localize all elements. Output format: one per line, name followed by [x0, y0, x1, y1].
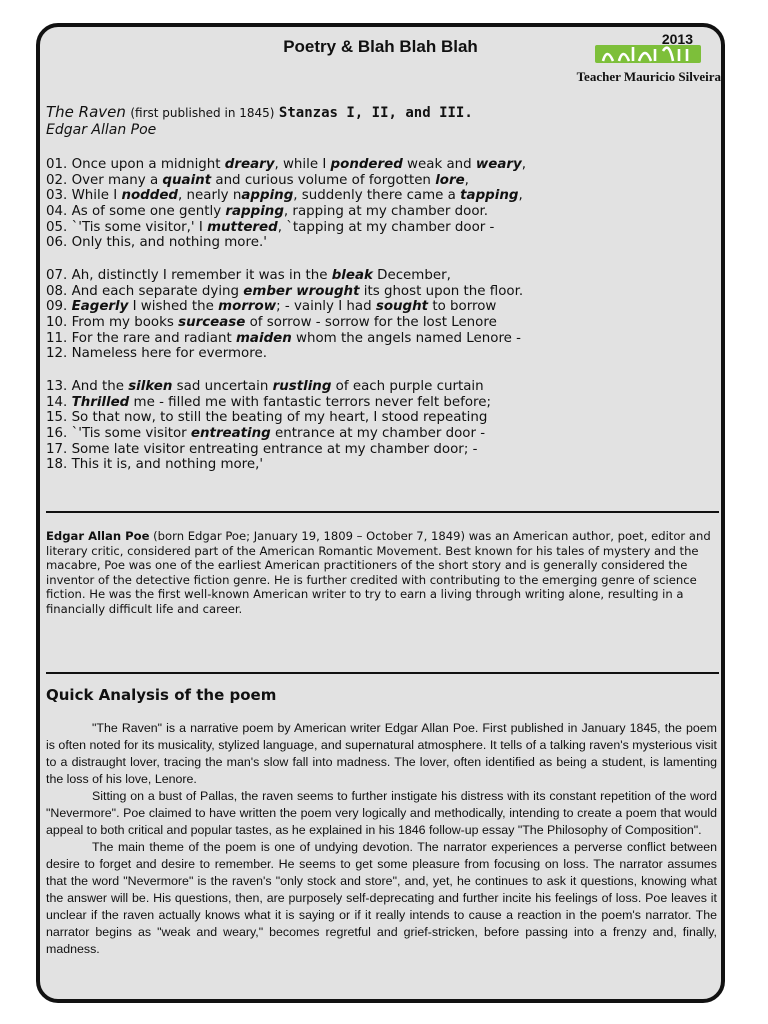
teacher-name: Teacher Mauricio Silveira	[576, 69, 721, 84]
poem-text: Ah, distinctly I remember it was in the	[71, 268, 332, 283]
poem-line-number: 08.	[46, 283, 68, 299]
poem-title: The Raven	[46, 103, 126, 121]
analysis-title: Quick Analysis of the poem	[46, 686, 277, 704]
poem-line-number: 14.	[46, 394, 68, 410]
poem-text: From my books	[71, 315, 179, 331]
poem-text: and curious volume of forgotten	[211, 172, 436, 188]
poem-line-number: 12.	[46, 346, 68, 362]
poem-text: And the	[71, 379, 129, 394]
poem-text: Only this, and nothing more.'	[71, 235, 267, 251]
worksheet-page	[36, 23, 725, 1003]
poem-text: ,	[518, 188, 523, 204]
poem-text: For the rare and radiant	[71, 330, 236, 346]
poem-text: Nameless here for evermore.	[71, 346, 267, 362]
poem-text: This it is, and nothing more,'	[71, 457, 264, 473]
poem-keyword: sought	[375, 299, 429, 315]
poem-text: ; - vainly I had	[276, 299, 376, 315]
poem-text: ,	[521, 157, 527, 172]
poem-text: So that now, to still the beating of my heart, I stood repeating	[71, 410, 488, 426]
poem-line	[46, 457, 491, 473]
page-title: Poetry & Blah Blah Blah	[283, 37, 478, 56]
poem-stanzas-label: Stanzas I, II, and III.	[278, 105, 473, 121]
poem-line-number: 18.	[46, 457, 68, 473]
poem-line-number: 03.	[46, 188, 68, 204]
poem-line	[46, 284, 523, 300]
poem-text: its ghost upon the floor.	[359, 283, 524, 299]
poem-keyword: tapping	[460, 188, 519, 204]
poem-line	[46, 331, 523, 347]
poem-text: of each purple curtain	[331, 379, 484, 394]
poem-line	[46, 346, 523, 362]
stanza-3	[46, 379, 491, 473]
poem-line-number: 10.	[46, 315, 68, 331]
poem-line-number: 05.	[46, 219, 68, 235]
poem-keyword: nodded	[121, 188, 179, 204]
poem-line	[46, 204, 526, 220]
poem-keyword: apping	[241, 188, 294, 204]
poem-text: `'Tis some visitor,' I	[71, 219, 208, 235]
poem-line-number: 02.	[46, 172, 68, 188]
poem-line	[46, 220, 526, 236]
bio-text: (born Edgar Poe; January 19, 1809 – October 7, 1849) was an American author, poet, editor and literary critic, considered part of the American Romantic Movement. Best known for his tales of mystery and the macabre, Poe was one of the earliest American practitioners of the short story and is generally considered the inventor of the detective fiction genre. He is further credited with contributing to the emerging genre of science fiction. He was the first well-known American writer to try to earn a living through writing alone, resulting in a financially difficult life and career.	[46, 529, 711, 616]
poem-text: December,	[372, 268, 451, 283]
poem-text: , suddenly there came a	[293, 188, 461, 204]
poem-line-number: 15.	[46, 410, 68, 426]
poem-published: (first published in 1845)	[130, 106, 275, 120]
poem-keyword: maiden	[235, 330, 292, 346]
poem-keyword: quaint	[162, 172, 212, 188]
poem-keyword: ember wrought	[243, 283, 360, 299]
poem-line	[46, 442, 491, 458]
author-bio	[46, 529, 713, 617]
poem-text: `'Tis some visitor	[71, 426, 191, 442]
poem-line	[46, 188, 526, 204]
poem-line-number: 13.	[46, 379, 68, 394]
poem-keyword: dreary	[224, 157, 275, 172]
poem-line-number: 17.	[46, 441, 68, 457]
poem-text: of sorrow - sorrow for the lost Lenore	[245, 315, 497, 331]
poem-line	[46, 299, 523, 315]
poem-text: me - filled me with fantastic terrors never felt before;	[129, 394, 492, 410]
poem-text: Some late visitor entreating entrance at my chamber door; -	[71, 441, 478, 457]
poem-author: Edgar Allan Poe	[46, 122, 157, 138]
poem-line	[46, 268, 523, 284]
analysis-body	[46, 720, 717, 958]
poem-text: whom the angels named Lenore -	[291, 330, 521, 346]
poem-text: As of some one gently	[71, 204, 226, 220]
poem-line-number: 01.	[46, 157, 68, 172]
poem-keyword: lore	[435, 172, 465, 188]
poem-line-number: 06.	[46, 235, 68, 251]
poem-text: sad uncertain	[172, 379, 273, 394]
poem-text: , rapping at my chamber door.	[283, 204, 489, 220]
abstt-logo	[593, 31, 703, 71]
analysis-paragraph: The main theme of the poem is one of undying devotion. The narrator experiences a perverse conflict between desire to forget and desire to remember. He seems to get some pleasure from focusing on loss. The narrator assumes that the word "Nevermore" is the raven's "only stock and store", and, yet, he continues to ask it questions, knowing what the answer will be. His questions, then, are purposely self-deprecating and further incite his feelings of loss. Poe leaves it unclear if the raven actually knows what it is saying or if it really intends to cause a reaction in the poem's narrator. The narrator begins as "weak and weary," becomes regretful and grief-stricken, before passing into a frenzy and, finally, madness.	[46, 840, 717, 956]
poem-text: entrance at my chamber door -	[270, 426, 486, 442]
section-divider	[46, 511, 719, 513]
poem-line	[46, 157, 526, 173]
poem-line	[46, 379, 491, 395]
poem-line-number: 09.	[46, 299, 68, 315]
poem-text: Over many a	[71, 172, 163, 188]
poem-keyword: morrow	[218, 299, 277, 315]
poem-text: , `tapping at my chamber door -	[277, 219, 495, 235]
poem-text: I wished the	[128, 299, 219, 315]
poem-line-number: 07.	[46, 268, 68, 283]
poem-text: to borrow	[428, 299, 497, 315]
section-divider	[46, 672, 719, 674]
analysis-paragraph: "The Raven" is a narrative poem by American writer Edgar Allan Poe. First published in January 1845, the poem is often noted for its musicality, stylized language, and supernatural atmosphere. It tells of a talking raven's mysterious visit to a distraught lover, tracing the man's slow fall into madness. The lover, often identified as being a student, is lamenting the loss of his love, Lenore.	[46, 721, 717, 786]
poem-keyword: surcease	[178, 315, 246, 331]
poem-heading	[46, 103, 473, 138]
poem-text: weak and	[402, 157, 476, 172]
poem-text: Once upon a midnight	[71, 157, 225, 172]
poem-text: While I	[71, 188, 122, 204]
poem-keyword: Thrilled	[71, 394, 130, 410]
poem-line	[46, 410, 491, 426]
poem-keyword: pondered	[330, 157, 403, 172]
poem-line	[46, 173, 526, 189]
poem-keyword: bleak	[331, 268, 373, 283]
poem-keyword: silken	[128, 379, 173, 394]
analysis-paragraph: Sitting on a bust of Pallas, the raven seems to further instigate his distress with its constant repetition of the word "Nevermore". Poe claimed to have written the poem very logically and methodically, intending to create a poem that would appeal to both critical and popular tastes, as he explained in his 1846 follow-up essay "The Philosophy of Composition".	[46, 789, 717, 837]
poem-text: , nearly n	[178, 188, 242, 204]
poem-line	[46, 235, 526, 251]
stanza-2	[46, 268, 523, 362]
poem-text: , while I	[274, 157, 331, 172]
bio-author-name: Edgar Allan Poe	[46, 529, 150, 543]
poem-line	[46, 395, 491, 411]
poem-keyword: entreating	[190, 426, 271, 442]
poem-line	[46, 315, 523, 331]
stanza-1	[46, 157, 526, 251]
poem-keyword: rustling	[272, 379, 332, 394]
poem-keyword: weary	[475, 157, 522, 172]
poem-keyword: rapping	[225, 204, 284, 220]
poem-line-number: 11.	[46, 330, 68, 346]
poem-line-number: 04.	[46, 204, 68, 220]
poem-line	[46, 426, 491, 442]
logo-year: 2013	[661, 31, 693, 47]
poem-keyword: muttered	[207, 219, 278, 235]
poem-keyword: Eagerly	[71, 299, 129, 315]
poem-line-number: 16.	[46, 426, 68, 442]
poem-text: ,	[464, 172, 469, 188]
poem-text: And each separate dying	[71, 283, 244, 299]
